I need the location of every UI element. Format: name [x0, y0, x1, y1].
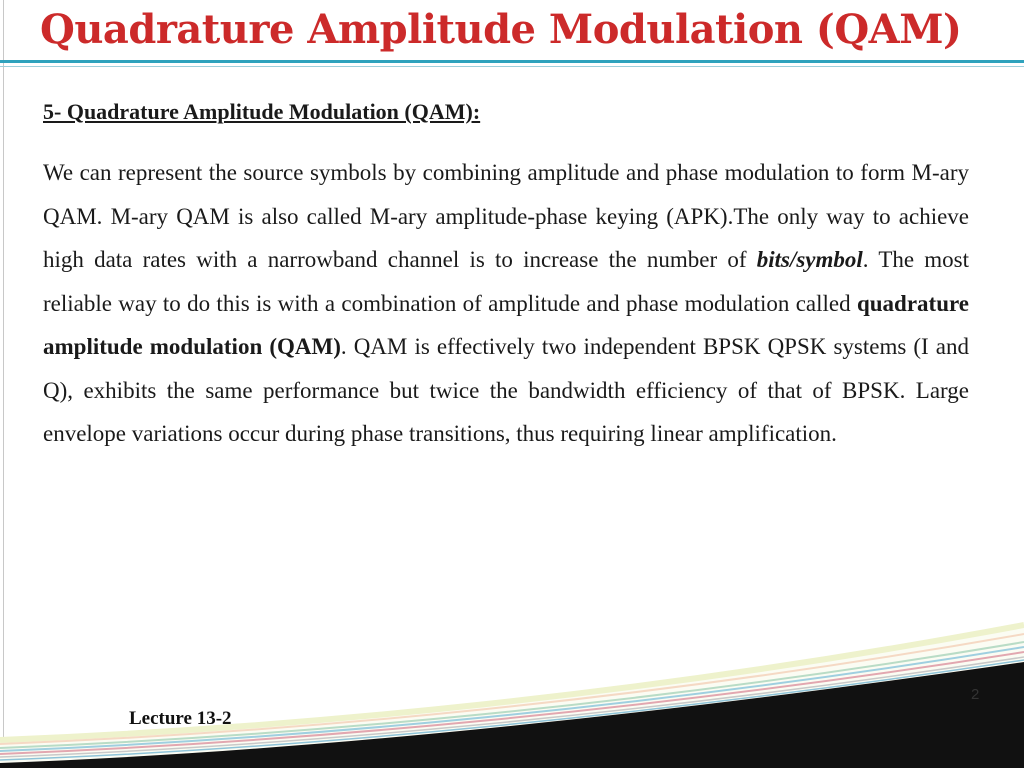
paragraph-text-1: We can represent the source symbols by combining amplitude and phase modulation to form M-ary QAM. M-ary QAM is also called M-ary amplitude-phase keying (APK).The only way to achieve high data rates with a narrowband channel is to increase the number of	[43, 160, 969, 272]
paragraph-text-3: . QAM is effectively two independent BPSK QPSK systems (I and Q), exhibits the same performance but twice the bandwidth efficiency of that of BPSK. Large envelope variations occur during phase transitions, thus requiring linear amplification.	[43, 334, 969, 446]
title-underline	[0, 60, 1024, 63]
title-underline-thin	[0, 66, 1024, 67]
emphasis-bits-per-symbol: bits/symbol	[756, 247, 863, 272]
body-paragraph	[43, 151, 969, 456]
slide-title: Quadrature Amplitude Modulation (QAM)	[40, 6, 962, 53]
section-heading: 5- Quadrature Amplitude Modulation (QAM):	[43, 99, 481, 124]
paragraph-text-2: . The most reliable way to do this is with a combination of amplitude and phase modulation called	[43, 247, 969, 316]
footer-lecture-label: Lecture 13-2	[129, 708, 232, 729]
slide-content	[43, 96, 969, 456]
decorative-swoosh-lines	[0, 600, 1024, 768]
emphasis-qam-term: quadrature amplitude modulation (QAM)	[43, 290, 969, 359]
page-number: 2	[971, 686, 980, 703]
